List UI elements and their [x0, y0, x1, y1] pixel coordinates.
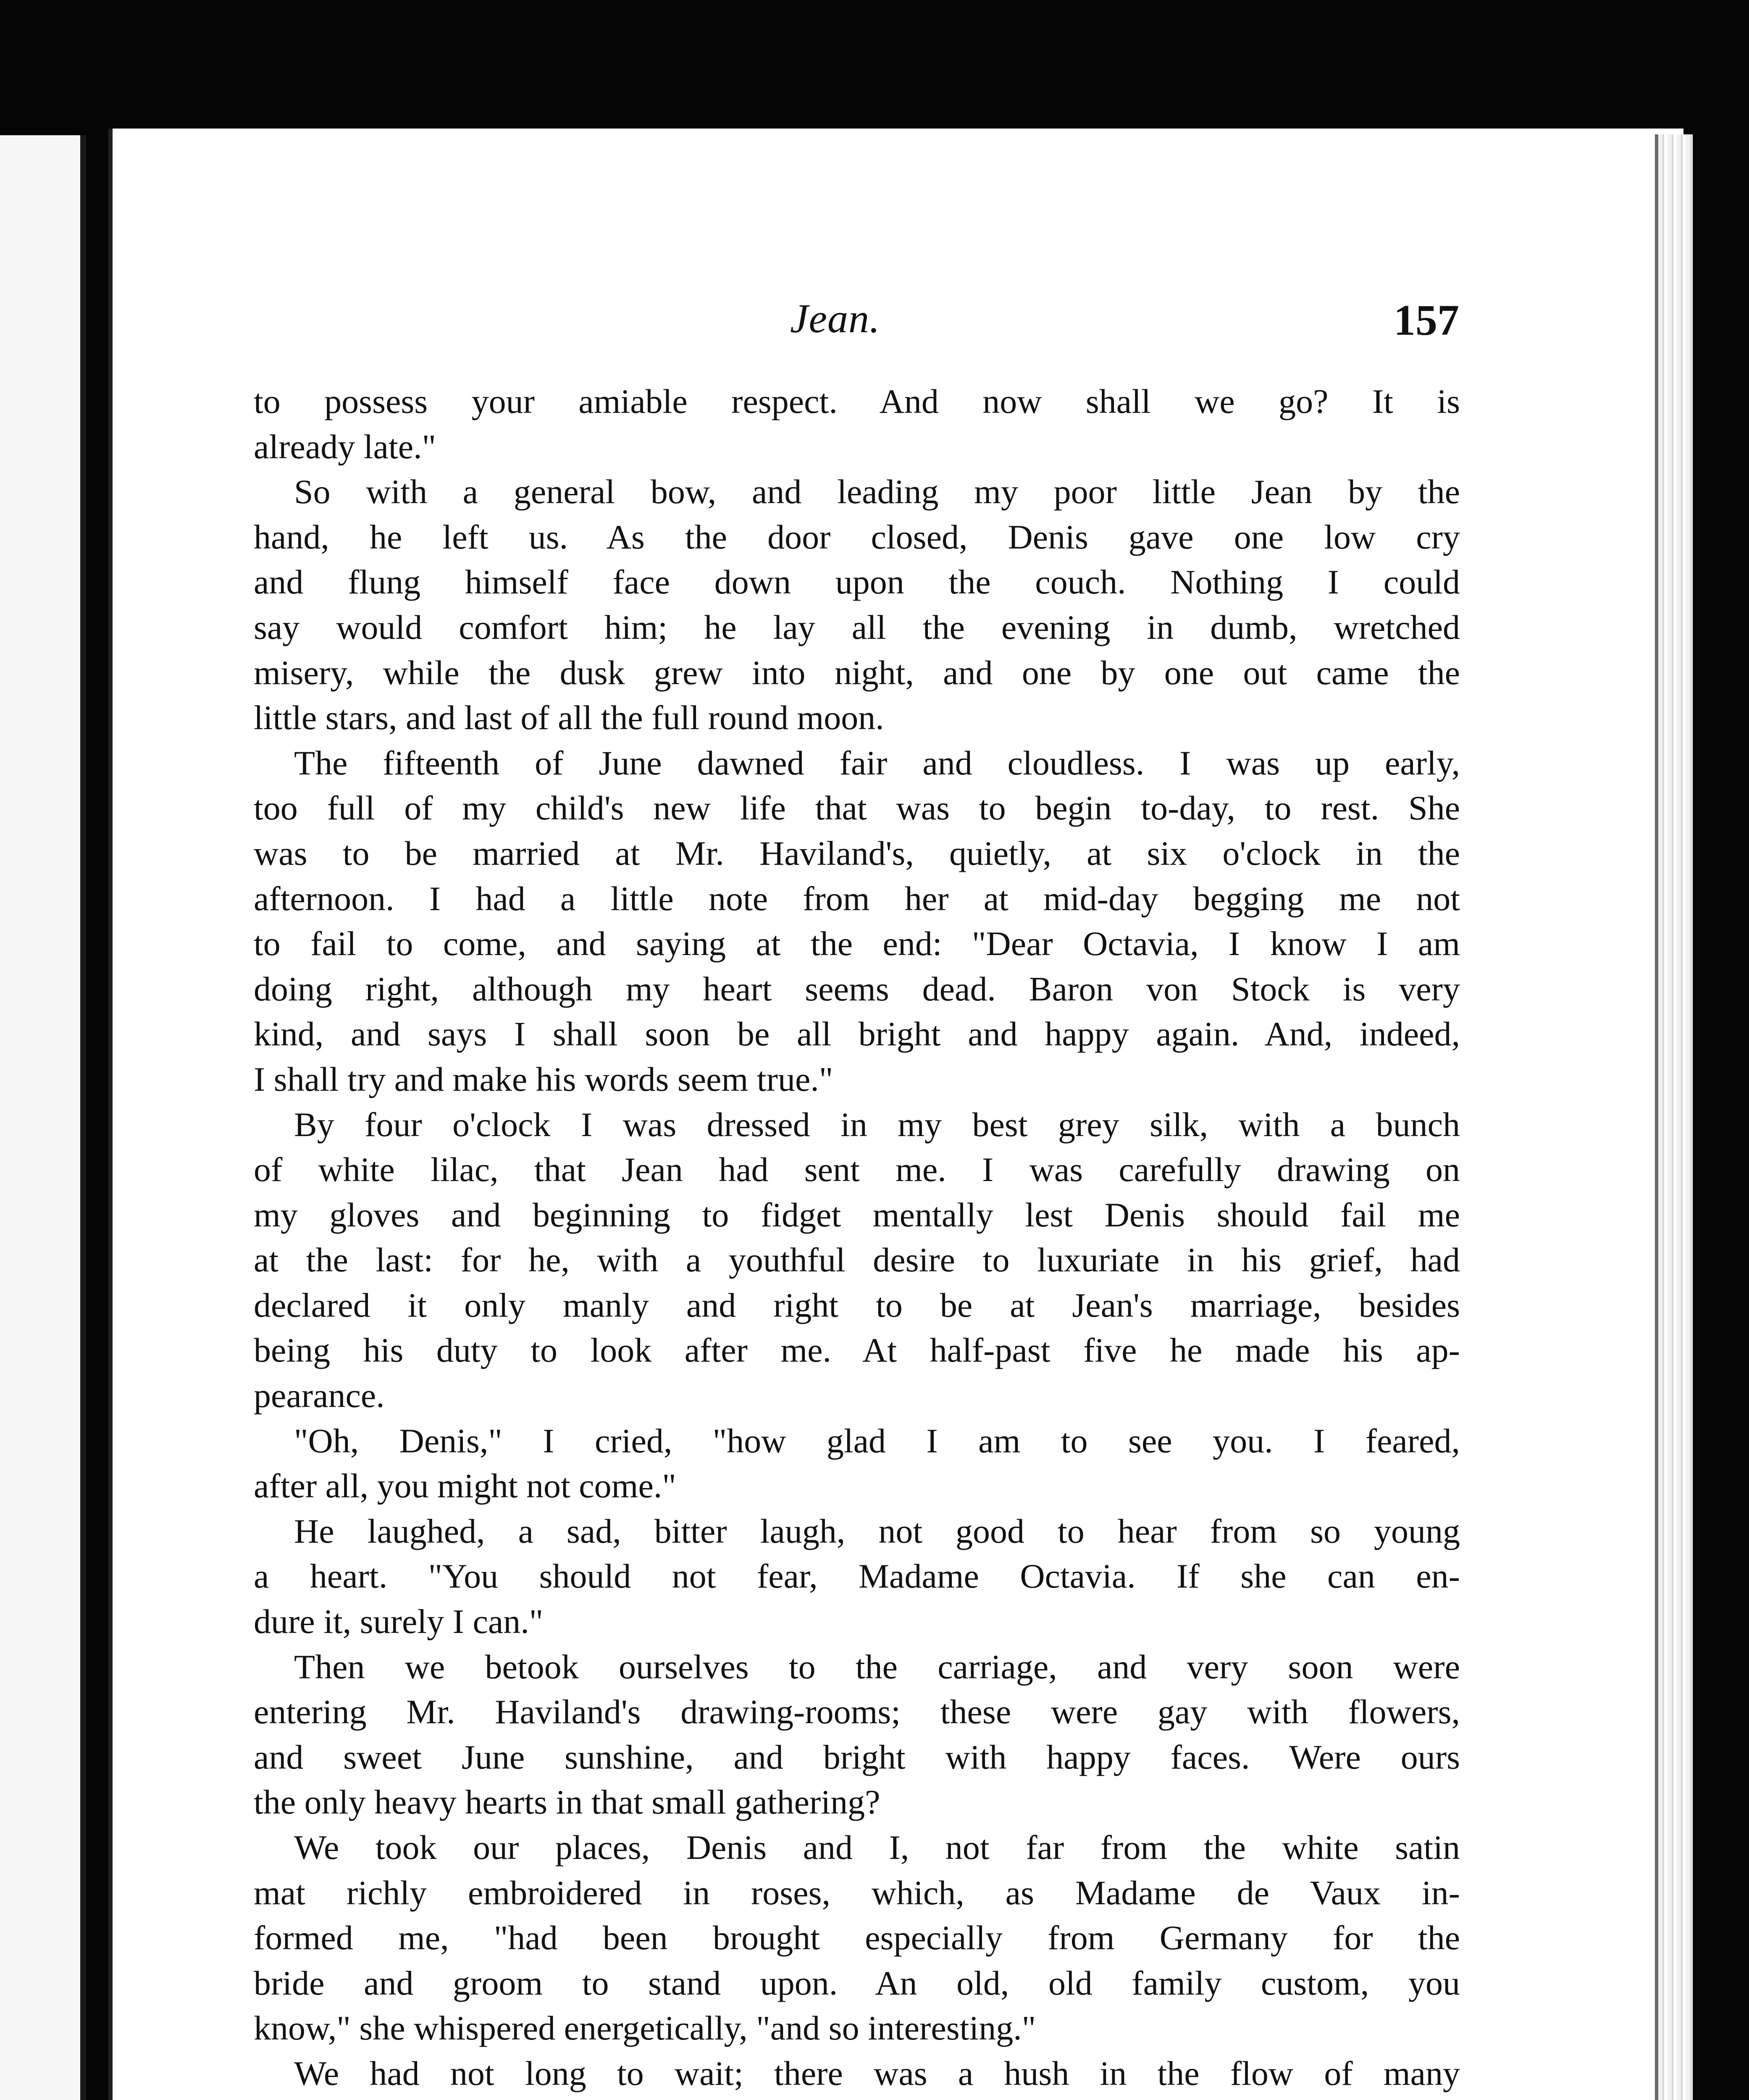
- text-line: entering Mr. Haviland's drawing-rooms; these were gay with flowers,: [254, 1693, 1460, 1731]
- text-line: was to be married at Mr. Haviland's, quietly, at six o'clock in the: [254, 834, 1460, 872]
- text-line: to fail to come, and saying at the end: "Dear Octavia, I know I am: [254, 924, 1460, 963]
- text-line: "Oh, Denis," I cried, "how glad I am to see you. I feared,: [294, 1421, 1460, 1460]
- text-line: mat richly embroidered in roses, which, as Madame de Vaux in-: [254, 1873, 1460, 1912]
- text-line: doing right, although my heart seems dead. Baron von Stock is very: [254, 969, 1460, 1008]
- text-line: after all, you might not come.": [254, 1467, 676, 1505]
- text-line: dure it, surely I can.": [254, 1602, 544, 1641]
- text-line: the only heavy hearts in that small gathering?: [254, 1783, 880, 1822]
- text-line: misery, while the dusk grew into night, and one by one out came the: [254, 653, 1460, 692]
- text-line: declared it only manly and right to be at Jean's marriage, besides: [254, 1286, 1460, 1324]
- text-line: and flung himself face down upon the couch. Nothing I could: [254, 563, 1460, 601]
- text-line: I shall try and make his words seem true.": [254, 1060, 833, 1098]
- text-line: [254, 2096, 1460, 2100]
- text-line: By four o'clock I was dressed in my best grey silk, with a bunch: [294, 1105, 1460, 1144]
- text-line: So with a general bow, and leading my poor little Jean by the: [294, 472, 1460, 511]
- text-line: little stars, and last of all the full round moon.: [254, 698, 884, 737]
- text-line: and sweet June sunshine, and bright with happy faces. Were ours: [254, 1738, 1460, 1776]
- text-line: formed me, "had been brought especially from Germany for the: [254, 1919, 1460, 1957]
- text-line: a heart. "You should not fear, Madame Octavia. If she can en-: [254, 1557, 1460, 1596]
- text-line: The fifteenth of June dawned fair and cloudless. I was up early,: [294, 743, 1460, 782]
- text-line: kind, and says I shall soon be all bright and happy again. And, indeed,: [254, 1015, 1460, 1053]
- text-line: say would comfort him; he lay all the evening in dumb, wretched: [254, 608, 1460, 646]
- text-line: of white lilac, that Jean had sent me. I was carefully drawing on: [254, 1150, 1460, 1189]
- previous-page-edge: [0, 135, 86, 2100]
- text-line: afternoon. I had a little note from her at mid-day begging me not: [254, 879, 1460, 918]
- text-line: being his duty to look after me. At half-past five he made his ap-: [254, 1331, 1460, 1370]
- text-line: We had not long to wait; there was a hush in the flow of many: [294, 2054, 1460, 2092]
- text-line: hand, he left us. As the door closed, Denis gave one low cry: [254, 517, 1460, 556]
- text-line: bride and groom to stand upon. An old, old family custom, you: [254, 1964, 1460, 2002]
- text-line: to possess your amiable respect. And now shall we go? It is: [254, 382, 1460, 420]
- text-line: We took our places, Denis and I, not far from the white satin: [294, 1828, 1460, 1866]
- text-line: too full of my child's new life that was to begin to-day, to rest. She: [254, 789, 1460, 827]
- text-line: at the last: for he, with a youthful desire to luxuriate in his grief, had: [254, 1241, 1460, 1279]
- text-line: pearance.: [254, 1376, 385, 1415]
- text-line: Then we betook ourselves to the carriage, and very soon were: [294, 1647, 1460, 1686]
- text-line: He laughed, a sad, bitter laugh, not good to hear from so young: [294, 1512, 1460, 1550]
- page-number: 157: [1394, 296, 1459, 344]
- body-text: [254, 379, 1460, 2100]
- running-head: Jean.: [790, 296, 880, 341]
- text-line: already late.": [254, 427, 436, 466]
- page-stack-edge: [1655, 134, 1693, 2100]
- text-line: know," she whispered energetically, "and so interesting.": [254, 2009, 1036, 2048]
- text-line: my gloves and beginning to fidget mentally lest Denis should fail me: [254, 1195, 1460, 1234]
